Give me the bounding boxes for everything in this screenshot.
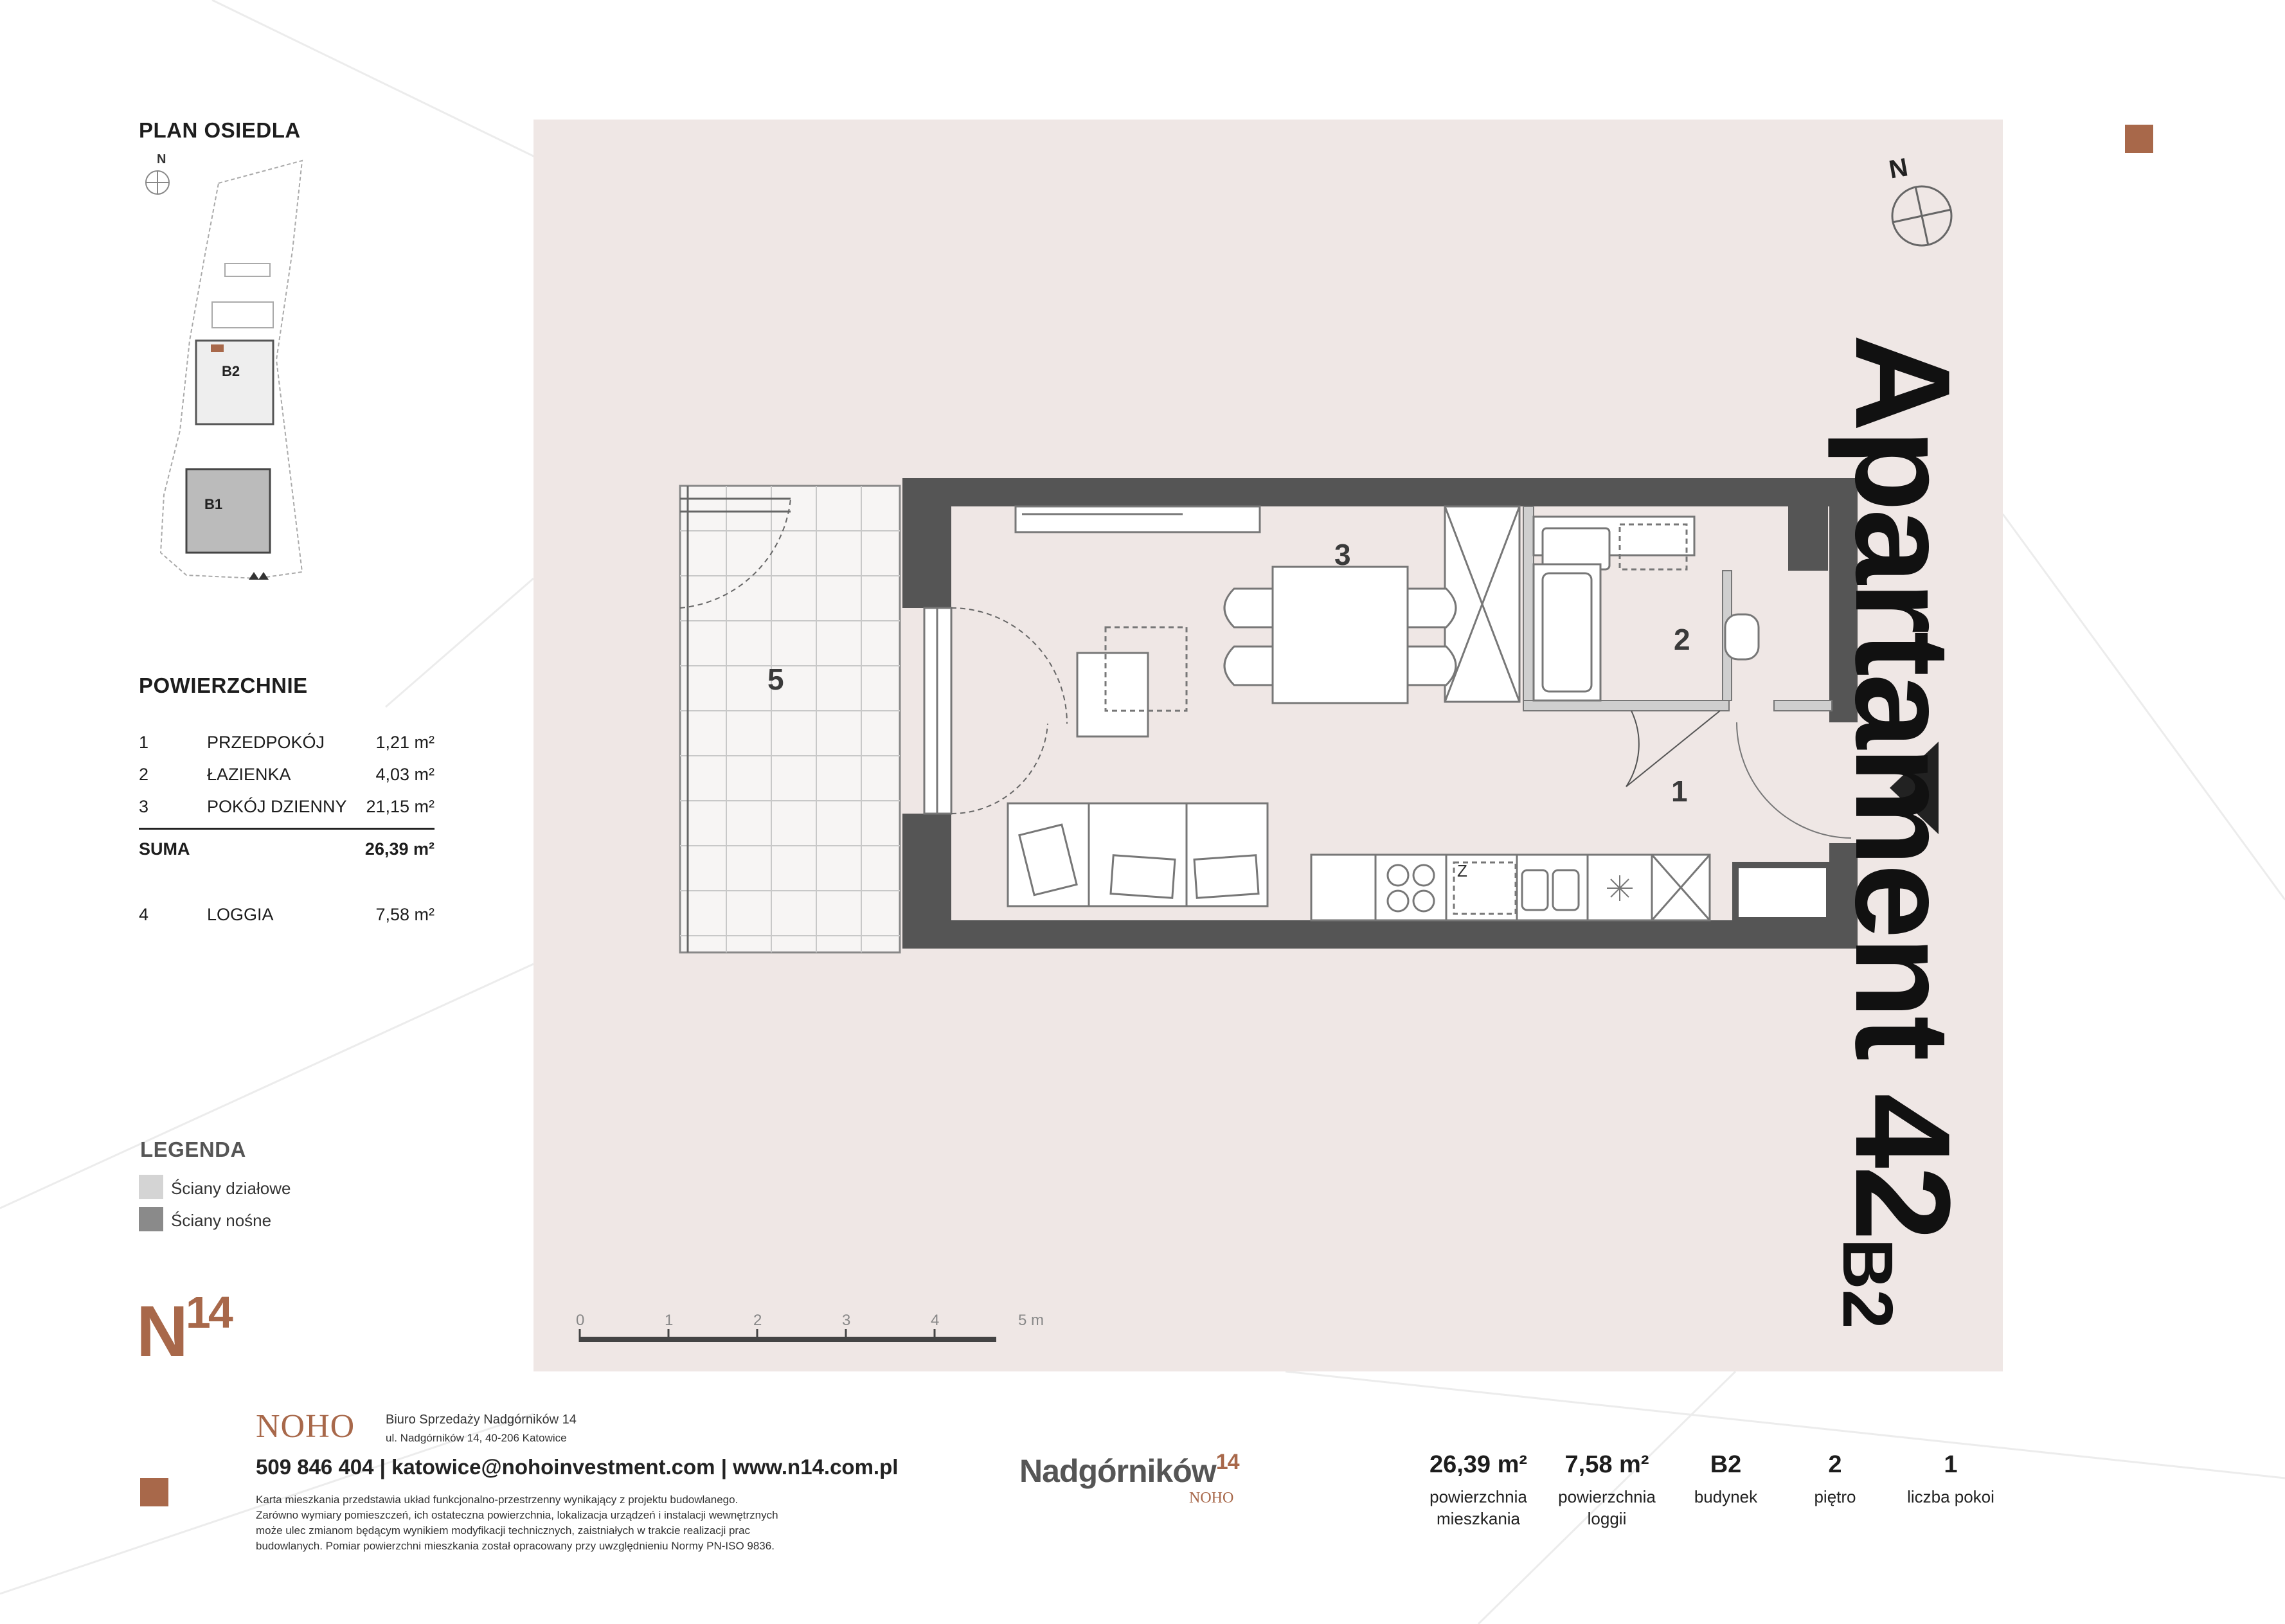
room-3-label: 3: [1334, 538, 1351, 571]
site-plan-map: [135, 148, 315, 591]
legend-heading: LEGENDA: [140, 1138, 246, 1161]
stat-floor-value: 2: [1828, 1451, 1842, 1478]
stat-loggia-label: powierzchnia loggii: [1558, 1487, 1656, 1528]
stat-building-label: budynek: [1694, 1487, 1758, 1506]
office-line-1: Biuro Sprzedaży Nadgórników 14: [386, 1413, 577, 1427]
room-2-label: 2: [1674, 623, 1690, 656]
floor-plan: [533, 120, 2003, 1371]
stat-loggia-value: 7,58 m²: [1564, 1451, 1649, 1478]
stat-rooms-value: 1: [1944, 1451, 1958, 1478]
areas-heading: POWIERZCHNIE: [139, 674, 308, 697]
plan-north-label: N: [1886, 153, 1910, 184]
area-row-2: 2 ŁAZIENKA 4,03 m²: [139, 765, 435, 784]
stat-rooms-label: liczba pokoi: [1907, 1487, 1994, 1506]
site-compass-icon: [146, 171, 169, 194]
scale-0: 0: [576, 1312, 585, 1329]
scale-1: 1: [665, 1312, 674, 1329]
site-plan-heading: PLAN OSIEDLA: [139, 118, 301, 142]
accent-square-bottom: [140, 1478, 168, 1506]
stat-area-value: 26,39 m²: [1429, 1451, 1528, 1478]
area-row-loggia: 4 LOGGIA 7,58 m²: [139, 905, 435, 924]
stat-building-value: B2: [1710, 1451, 1742, 1478]
apartment-title: Apartament $42^{B2}$: [1827, 334, 1978, 1329]
scale-2: 2: [753, 1312, 762, 1329]
area-sum-row: SUMA 26,39 m²: [139, 839, 435, 859]
disclaimer: Karta mieszkania przedstawia układ funkcjonalno-przestrzenny wynikający z projektu budowlanego. Zarówno wymiary pomieszczeń, ich ostateczna powierzchnia, lokalizacja urządzeń i instalacji wewnętrznych może ulec zmianom będącym wynikiem modyfikacji technicznych, zaistniałych w trakcie realizacji prac budowlanych. Pomiar powierzchni mieszkania został opracowany przy uwzględnieniu Normy PN-ISO 9836.: [256, 1494, 778, 1552]
area-row-3: 3 POKÓJ DZIENNY 21,15 m²: [139, 797, 435, 816]
room-5-label: 5: [767, 663, 784, 696]
noho-logo: NOHO: [256, 1408, 355, 1445]
legend-label-loadbearing: Ściany nośne: [171, 1211, 272, 1230]
stat-floor-label: piętro: [1814, 1487, 1856, 1506]
scale-3: 3: [842, 1312, 851, 1329]
project-logo: Nadgórników$^{14}$: [1019, 1450, 1239, 1489]
scale-bar: [576, 1312, 1044, 1342]
legend-swatch-loadbearing: [139, 1207, 163, 1231]
project-logo-sub: NOHO: [1189, 1490, 1234, 1506]
site-north-label: N: [157, 152, 166, 166]
scale-4: 4: [931, 1312, 940, 1329]
stat-area-label: powierzchnia mieszkania: [1429, 1487, 1527, 1528]
scale-5: 5 m: [1018, 1312, 1044, 1329]
contact-line: 509 846 404 | katowice@nohoinvestment.com | www.n14.com.pl: [256, 1455, 899, 1479]
area-row-1: 1 PRZEDPOKÓJ 1,21 m²: [139, 733, 435, 752]
apartment-building-sup: B2: [1828, 1238, 1907, 1329]
legend-label-partition: Ściany działowe: [171, 1179, 291, 1198]
floor-plan-panel: [533, 120, 2003, 1371]
room-1-label: 1: [1671, 774, 1688, 808]
site-building-b2: B2: [222, 363, 240, 379]
loggia-area: [680, 486, 900, 952]
office-line-2: ul. Nadgórników 14, 40-206 Katowice: [386, 1432, 567, 1444]
sum-divider: [139, 828, 435, 830]
legend-swatch-partition: [139, 1175, 163, 1199]
site-building-b1: B1: [204, 496, 223, 512]
fridge-label: Z: [1457, 861, 1467, 880]
plan-compass-icon: [1892, 186, 1951, 245]
furniture: [1008, 506, 1851, 920]
n14-logo: $N^{14}$: [136, 1287, 231, 1371]
accent-square-top: [2125, 125, 2153, 153]
